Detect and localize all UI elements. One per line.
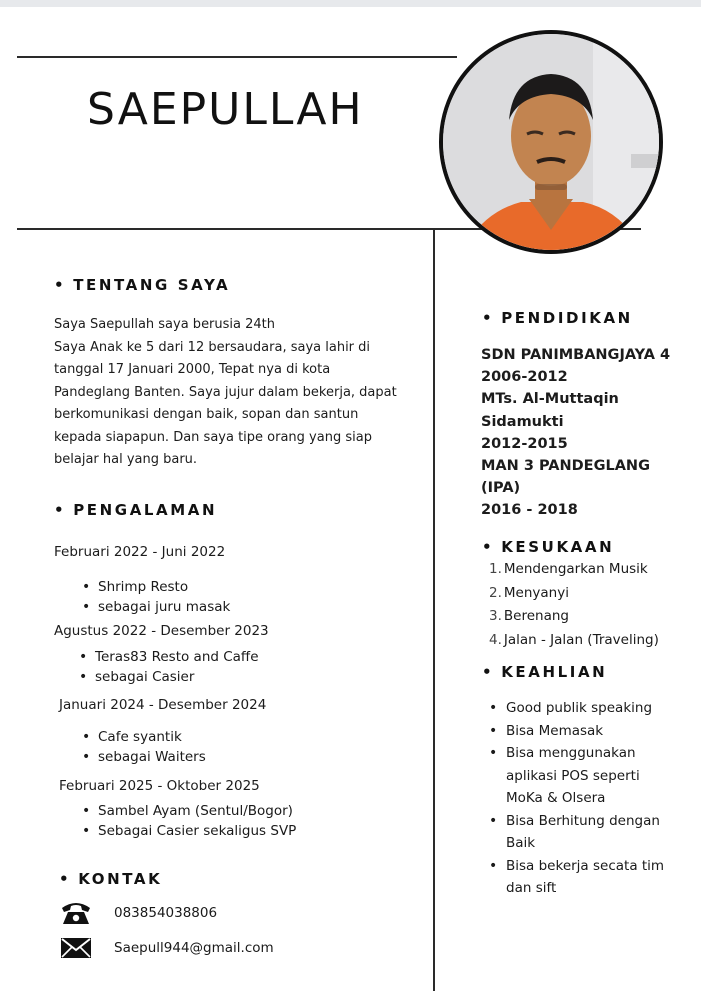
skill-item: • Bisa bekerja secata tim dan sift xyxy=(489,855,676,900)
skill-item: • Good publik speaking xyxy=(489,697,689,720)
experience-item: • Sambel Ayam (Sentul/Bogor) xyxy=(82,801,296,821)
education-line: (IPA) xyxy=(481,480,521,497)
about-line: berkomunikasi dengan baik, sopan dan santun xyxy=(54,407,359,422)
experience-details xyxy=(82,801,296,841)
hobby-item: 2. Menyanyi xyxy=(489,584,569,601)
experience-period: Februari 2025 - Oktober 2025 xyxy=(59,778,260,794)
skills-list xyxy=(489,697,689,900)
header-top-rule xyxy=(17,56,457,58)
hobbies-title: • KESUKAAN xyxy=(482,538,615,556)
education-line: MAN 3 PANDEGLANG xyxy=(481,458,650,475)
about-line: Saya Saepullah saya berusia 24th xyxy=(54,317,276,332)
about-paragraph xyxy=(54,314,424,472)
experience-period: Januari 2024 - Desember 2024 xyxy=(59,697,267,713)
skill-item: • Bisa menggunakan aplikasi POS seperti MoKa & Olsera xyxy=(489,742,666,810)
telephone-icon xyxy=(60,900,92,926)
email-address: Saepull944@gmail.com xyxy=(114,940,274,956)
experience-item: • sebagai Waiters xyxy=(82,747,206,767)
education-line: 2006-2012 xyxy=(481,369,568,386)
about-line: kepada siapapun. Dan saya tipe orang yang siap xyxy=(54,429,372,445)
education-line: Sidamukti xyxy=(481,413,564,430)
top-band xyxy=(0,0,701,7)
education-line: 2012-2015 xyxy=(481,435,568,452)
experience-period: Februari 2022 - Juni 2022 xyxy=(54,544,226,560)
education-line: SDN PANIMBANGJAYA 4 xyxy=(481,347,671,363)
skill-item: • Bisa Berhitung dengan Baik xyxy=(489,810,676,855)
profile-photo xyxy=(439,30,663,254)
about-title: • TENTANG SAYA xyxy=(54,276,231,294)
about-line: Pandeglang Banten. Saya jujur dalam bekerja, dapat xyxy=(54,384,397,400)
envelope-icon xyxy=(60,937,92,959)
about-line: belajar hal yang baru. xyxy=(54,452,198,467)
contact-phone xyxy=(60,900,217,926)
education-line: MTs. Al-Muttaqin xyxy=(481,391,619,408)
education-list xyxy=(481,344,681,522)
contact-title: • KONTAK xyxy=(59,870,163,888)
experience-item: • Sebagai Casier sekaligus SVP xyxy=(82,821,296,841)
hobbies-list xyxy=(489,558,659,652)
phone-number: 083854038806 xyxy=(114,905,218,921)
experience-item: • Shrimp Resto xyxy=(82,577,230,597)
experience-item: • Teras83 Resto and Caffe xyxy=(79,647,259,667)
experience-title: • PENGALAMAN xyxy=(54,501,218,519)
experience-details xyxy=(82,727,206,767)
column-divider xyxy=(433,229,435,991)
contact-email xyxy=(60,937,274,959)
experience-item: • Cafe syantik xyxy=(82,727,206,747)
experience-item: • sebagai juru masak xyxy=(82,597,230,617)
experience-details xyxy=(79,647,259,687)
hobby-item: 1. Mendengarkan Musik xyxy=(489,561,648,577)
hobby-item: 3. Berenang xyxy=(489,608,569,624)
experience-details xyxy=(82,577,230,617)
about-line: tanggal 17 Januari 2000, Tepat nya di kota xyxy=(54,362,331,377)
about-line: Saya Anak ke 5 dari 12 bersaudara, saya lahir di xyxy=(54,339,371,355)
skill-item: • Bisa Memasak xyxy=(489,720,689,743)
experience-period: Agustus 2022 - Desember 2023 xyxy=(54,623,269,639)
education-title: • PENDIDIKAN xyxy=(482,309,633,327)
candidate-name: SAEPULLAH xyxy=(87,84,364,135)
skills-title: • KEAHLIAN xyxy=(482,663,608,681)
experience-item: • sebagai Casier xyxy=(79,667,259,687)
education-line: 2016 - 2018 xyxy=(481,502,578,519)
hobby-item: 4. Jalan - Jalan (Traveling) xyxy=(489,631,659,648)
